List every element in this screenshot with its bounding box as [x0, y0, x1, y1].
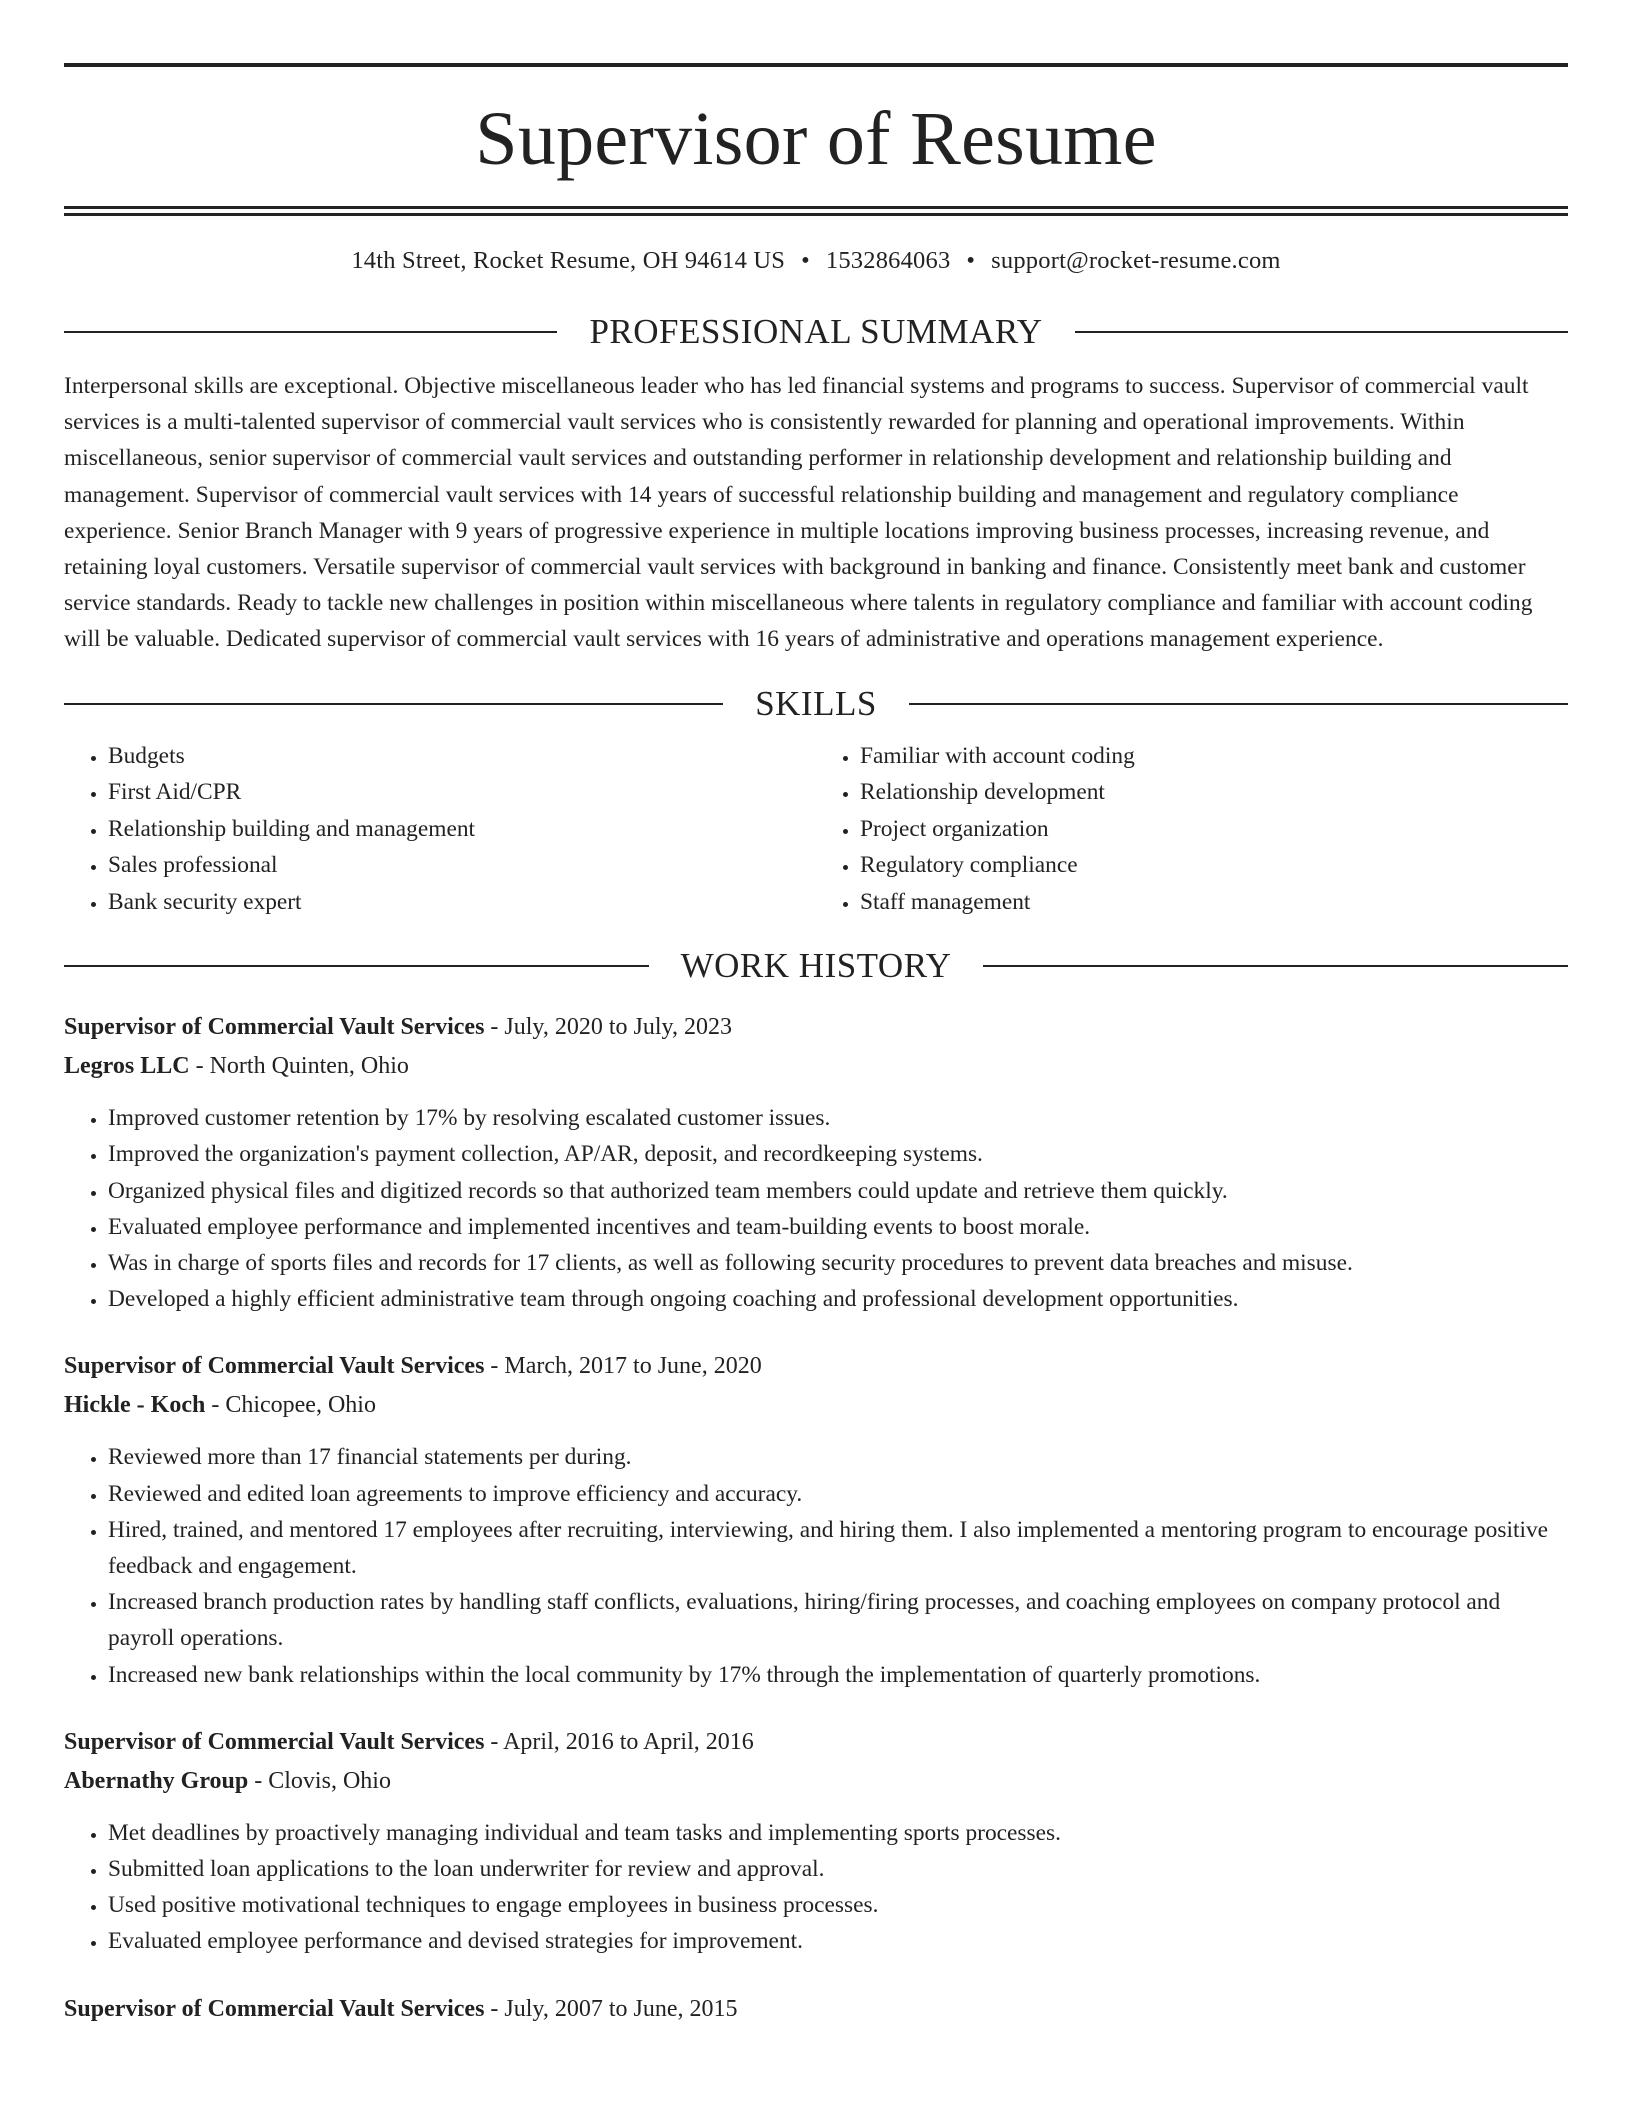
divider-line — [1075, 331, 1568, 333]
job-dates: - April, 2016 to April, 2016 — [484, 1728, 754, 1755]
skill-item: • Relationship building and management — [108, 811, 816, 848]
job-company: Legros LLC — [64, 1053, 190, 1080]
header-top-rule — [64, 63, 1568, 67]
job-company-line — [64, 1386, 1568, 1425]
work-history-heading — [64, 946, 1568, 986]
job-title-line — [64, 1347, 1568, 1386]
job-bullet: • Reviewed more than 17 financial statements per during. — [108, 1439, 1568, 1475]
job-bullet: • Evaluated employee performance and devised strategies for improvement. — [108, 1923, 1568, 1959]
job-location: - Chicopee, Ohio — [205, 1392, 376, 1419]
job-bullets — [64, 1439, 1568, 1692]
job-dates: - March, 2017 to June, 2020 — [484, 1353, 762, 1380]
job-entry — [64, 1990, 1568, 2029]
job-bullet: • Developed a highly efficient administrative team through ongoing coaching and professional development opportunities. — [108, 1281, 1568, 1317]
job-entry — [64, 1347, 1568, 1692]
contact-phone: 1532864063 — [825, 247, 951, 274]
skill-item: • Familiar with account coding — [860, 738, 1568, 775]
job-company: Abernathy Group — [64, 1767, 249, 1794]
contact-address: 14th Street, Rocket Resume, OH 94614 US — [351, 247, 786, 274]
skill-item: • Regulatory compliance — [860, 847, 1568, 884]
job-title-line — [64, 1990, 1568, 2029]
job-bullet: • Evaluated employee performance and implemented incentives and team-building events to boost morale. — [108, 1209, 1568, 1245]
job-bullet: • Submitted loan applications to the loan underwriter for review and approval. — [108, 1851, 1568, 1887]
job-location: - North Quinten, Ohio — [189, 1053, 409, 1080]
contact-line — [64, 246, 1568, 276]
job-role: Supervisor of Commercial Vault Services — [64, 1728, 485, 1755]
job-bullets — [64, 1100, 1568, 1317]
skill-item: • Relationship development — [860, 774, 1568, 811]
job-bullet: • Increased new bank relationships within the local community by 17% through the implementation of quarterly promotions. — [108, 1657, 1568, 1693]
summary-heading — [64, 312, 1568, 352]
header-double-rule — [64, 206, 1568, 216]
summary-text: Interpersonal skills are exceptional. Objective miscellaneous leader who has led financial systems and programs to success. Supervisor of commercial vault services is a multi-talented supervisor of commercial vault services who is consistently rewarded for planning and operational improvements. Within miscellaneous, senior supervisor of commercial vault services and outstanding performer in relationship development and relationship building and management. Supervisor of commercial vault services with 14 years of successful relationship building and management and regulatory compliance experience. Senior Branch Manager with 9 years of progressive experience in multiple locations improving business processes, increasing revenue, and retaining loyal customers. Versatile supervisor of commercial vault services with background in banking and finance. Consistently meet bank and customer service standards. Ready to tackle new challenges in position within miscellaneous where talents in regulatory compliance and familiar with account coding will be valuable. Dedicated supervisor of commercial vault services with 16 years of administrative and operations management experience. — [64, 373, 1533, 653]
divider-line — [909, 703, 1568, 705]
job-title-line — [64, 1008, 1568, 1047]
job-company-line — [64, 1047, 1568, 1086]
job-entry — [64, 1723, 1568, 1960]
divider-line — [64, 331, 557, 333]
skill-item: • Project organization — [860, 811, 1568, 848]
skills-column-left — [64, 738, 816, 921]
job-bullet: • Hired, trained, and mentored 17 employees after recruiting, interviewing, and hiring them. I also implemented a mentoring program to encourage positive feedback and engagement. — [108, 1512, 1568, 1584]
skills-heading — [64, 684, 1568, 724]
job-role: Supervisor of Commercial Vault Services — [64, 1353, 485, 1380]
skill-item: • Staff management — [860, 884, 1568, 921]
resume-page — [64, 0, 1568, 2029]
section-title: WORK HISTORY — [680, 946, 952, 986]
job-entry — [64, 1008, 1568, 1317]
skill-item: • Bank security expert — [108, 884, 816, 921]
divider-line — [64, 965, 649, 967]
skill-item: • Sales professional — [108, 847, 816, 884]
job-bullet: • Improved customer retention by 17% by resolving escalated customer issues. — [108, 1100, 1568, 1136]
contact-email: support@rocket-resume.com — [991, 247, 1281, 274]
skill-item: • First Aid/CPR — [108, 774, 816, 811]
job-bullets — [64, 1815, 1568, 1960]
job-role: Supervisor of Commercial Vault Services — [64, 1014, 485, 1041]
job-bullet: • Reviewed and edited loan agreements to improve efficiency and accuracy. — [108, 1476, 1568, 1512]
divider-line — [64, 703, 723, 705]
contact-separator: • — [966, 247, 976, 274]
job-dates: - July, 2020 to July, 2023 — [484, 1014, 732, 1041]
job-bullet: • Used positive motivational techniques to engage employees in business processes. — [108, 1887, 1568, 1923]
job-company-line — [64, 1762, 1568, 1801]
job-bullet: • Was in charge of sports files and records for 17 clients, as well as following security procedures to prevent data breaches and misuse. — [108, 1245, 1568, 1281]
job-bullet: • Improved the organization's payment collection, AP/AR, deposit, and recordkeeping systems. — [108, 1136, 1568, 1172]
job-bullet: • Met deadlines by proactively managing individual and team tasks and implementing sports processes. — [108, 1815, 1568, 1851]
skills-list — [64, 738, 1568, 921]
job-role: Supervisor of Commercial Vault Services — [64, 1995, 485, 2022]
job-location: - Clovis, Ohio — [248, 1767, 391, 1794]
job-bullet: • Increased branch production rates by handling staff conflicts, evaluations, hiring/firing processes, and coaching employees on company protocol and payroll operations. — [108, 1584, 1568, 1656]
resume-name: Supervisor of Resume — [475, 97, 1157, 181]
job-bullet: • Organized physical files and digitized records so that authorized team members could update and retrieve them quickly. — [108, 1173, 1568, 1209]
skills-column-right — [816, 738, 1568, 921]
skill-item: • Budgets — [108, 738, 816, 775]
job-title-line — [64, 1723, 1568, 1762]
section-title: PROFESSIONAL SUMMARY — [589, 312, 1043, 351]
job-company: Hickle - Koch — [64, 1392, 206, 1419]
contact-separator: • — [801, 247, 810, 274]
section-title: SKILLS — [755, 683, 877, 723]
job-dates: - July, 2007 to June, 2015 — [484, 1995, 738, 2022]
divider-line — [983, 965, 1568, 967]
